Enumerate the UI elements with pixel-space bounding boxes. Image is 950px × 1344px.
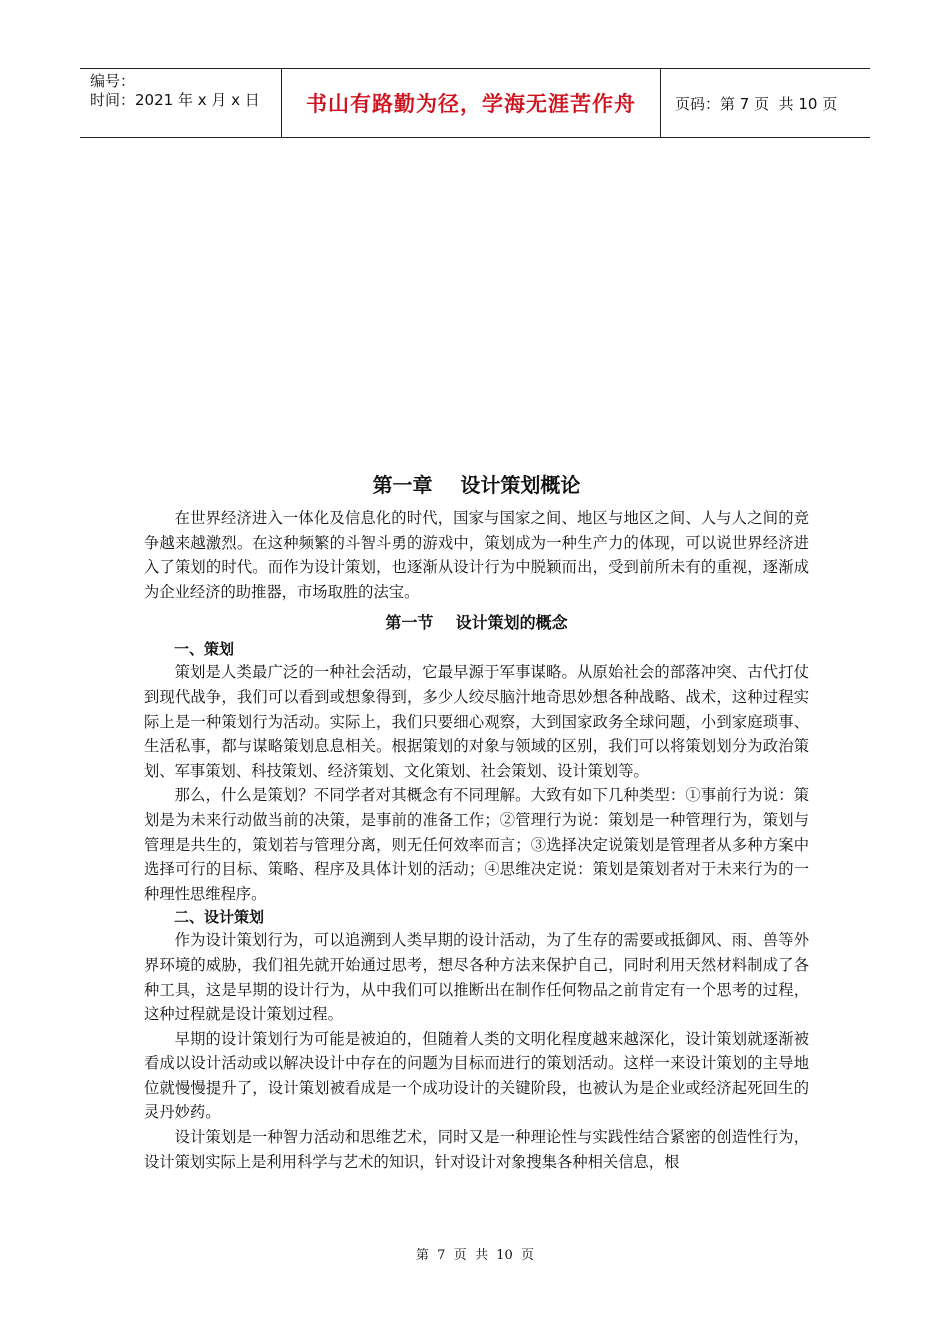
page-header bbox=[80, 68, 870, 138]
chapter-title: 第一章 设计策划概论 bbox=[372, 473, 581, 497]
header-motto: 书山有路勤为径，学海无涯苦作舟 bbox=[282, 69, 661, 137]
subsection-heading-design-planning: 二、设计策划 bbox=[174, 908, 265, 927]
body-paragraph: 策划是人类最广泛的一种社会活动，它最早源于军事谋略。从原始社会的部落冲突、古代打仗到现代战争，我们可以看到或想象得到，多少人绞尽脑汁地奇思妙想各种战略、战术，这种过程实际上是一种策划行为活动。实际上，我们只要细心观察，大到国家政务全球问题，小到家庭琐事、生活私事，都与谋略策划息息相关。根据策划的对象与领域的区别，我们可以将策划划分为政治策划、军事策划、科技策划、经济策划、文化策划、社会策划、设计策划等。 bbox=[144, 663, 809, 780]
body-paragraph: 作为设计策划行为，可以追溯到人类早期的设计活动，为了生存的需要或抵御风、雨、兽等外界环境的威胁，我们祖先就开始通过思考，想尽各种方法来保护自己，同时利用天然材料制成了各种工具，这是早期的设计行为，从中我们可以推断出在制作任何物品之前肯定有一个思考的过程，这种过程就是设计策划过程。 bbox=[144, 931, 809, 1024]
document-body bbox=[144, 470, 809, 1174]
header-page-code-cell bbox=[661, 69, 870, 137]
body-paragraph: 设计策划是一种智力活动和思维艺术，同时又是一种理论性与实践性结合紧密的创造性行为，设计策划实际上是利用科学与艺术的知识，针对设计对象搜集各种相关信息，根 bbox=[144, 1128, 809, 1171]
intro-paragraph: 在世界经济进入一体化及信息化的时代，国家与国家之间、地区与地区之间、人与人之间的竞争越来越激烈。在这种频繁的斗智斗勇的游戏中，策划成为一种生产力的体现，可以说世界经济进入了策划的时代。而作为设计策划，也逐渐从设计行为中脱颖而出，受到前所未有的重视，逐渐成为企业经济的助推器，市场取胜的法宝。 bbox=[144, 509, 809, 601]
page-footer: 第 7 页 共 10 页 bbox=[415, 1248, 535, 1263]
subsection-heading-planning: 一、策划 bbox=[174, 640, 235, 659]
header-page-code: 页码：第 7 页 共 10 页 bbox=[675, 94, 838, 113]
document-time-label: 时间：2021 年 x 月 x 日 bbox=[90, 91, 260, 109]
document-number-label: 编号： bbox=[90, 72, 136, 90]
body-paragraph: 早期的设计策划行为可能是被迫的，但随着人类的文明化程度越来越深化，设计策划就逐渐被看成以设计活动或以解决设计中存在的问题为目标而进行的策划活动。这样一来设计策划的主导地位就慢慢提升了，设计策划被看成是一个成功设计的关键阶段，也被认为是企业或经济起死回生的灵丹妙药。 bbox=[144, 1029, 809, 1122]
section-title: 第一节 设计策划的概念 bbox=[385, 613, 568, 633]
header-meta-cell bbox=[80, 69, 282, 137]
body-paragraph: 那么，什么是策划？不同学者对其概念有不同理解。大致有如下几种类型：①事前行为说：策划是为未来行动做当前的决策，是事前的准备工作；②管理行为说：策划是一种管理行为，策划与管理是共生的，策划若与管理分离，则无任何效率而言；③选择决定说策划是管理者从多种方案中选择可行的目标、策略、程序及具体计划的活动；④思维决定说：策划是策划者对于未来行为的一种理性思维程序。 bbox=[144, 786, 809, 903]
